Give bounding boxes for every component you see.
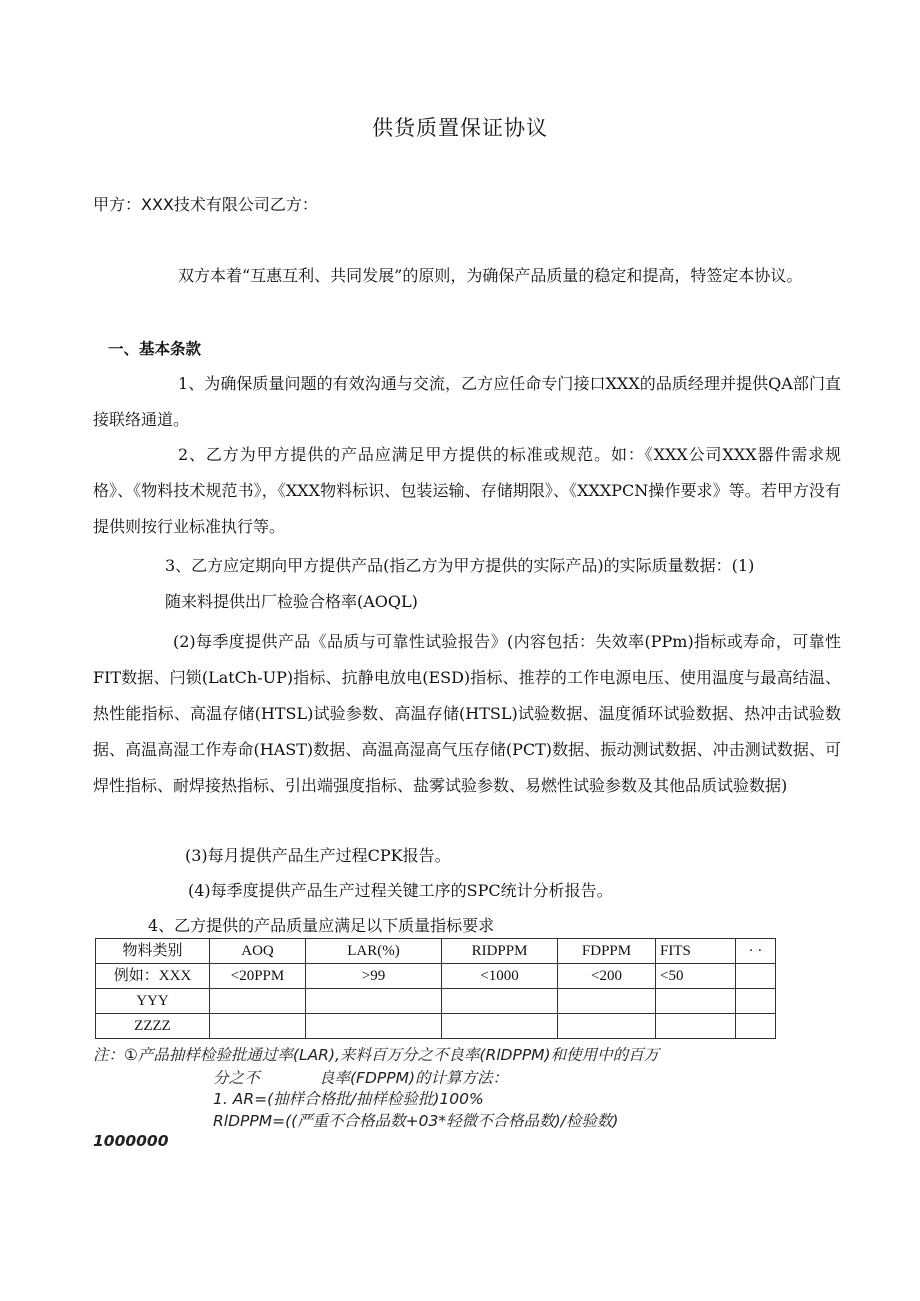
note-line-4: RlDPPM=((严重不合格品数+03*轻微不合格品数)/检验数) bbox=[213, 1112, 619, 1130]
note-line-2a: 分之不 bbox=[213, 1069, 260, 1087]
parties-line: 甲方：XXX技术有限公司乙方： bbox=[93, 195, 318, 214]
table-cell: >99 bbox=[306, 964, 442, 989]
header-cell: LAR(%) bbox=[306, 939, 442, 964]
table-row bbox=[96, 989, 776, 1014]
table-cell: 例如：XXX bbox=[96, 964, 210, 989]
header-cell: RIDPPM bbox=[442, 939, 558, 964]
table-cell bbox=[558, 1014, 656, 1039]
table-cell bbox=[736, 1014, 776, 1039]
table-header-row bbox=[96, 939, 776, 964]
table-cell bbox=[306, 989, 442, 1014]
clause-2: 2、乙方为甲方提供的产品应满足甲方提供的标准或规范。如：《XXX公司XXX器件需求规格》、《物料技术规范书》，《XXX物料标识、包装运输、存储期限》、《XXXPCN操作要求》等。若甲方没有提供则按行业标准执行等。 bbox=[93, 445, 841, 536]
table-cell bbox=[442, 989, 558, 1014]
clause-3-item-4: (4)每季度提供产品生产过程关键工序的SPC统计分析报告。 bbox=[188, 881, 613, 900]
clause-3-line-2: 随来料提供出厂检验合格率(AOQL) bbox=[165, 592, 418, 611]
header-cell: FITS bbox=[656, 939, 736, 964]
header-cell: · · bbox=[736, 939, 776, 964]
header-cell: AOQ bbox=[210, 939, 306, 964]
clause-1: 1、为确保质量问题的有效沟通与交流，乙方应任命专门接口XXX的品质经理并提供QA部门直接联络通道。 bbox=[93, 374, 841, 429]
table-cell bbox=[656, 1014, 736, 1039]
table-cell bbox=[558, 989, 656, 1014]
document-title: 供货质置保证协议 bbox=[372, 116, 548, 140]
table-row bbox=[96, 1014, 776, 1039]
header-cell: FDPPM bbox=[558, 939, 656, 964]
note-line-3: 1. AR=(抽样合格批/抽样检验批)100% bbox=[213, 1090, 484, 1108]
clause-3-line-1: 3、乙方应定期向甲方提供产品(指乙方为甲方提供的实际产品)的实际质量数据：(1) bbox=[165, 556, 755, 575]
table-cell bbox=[736, 989, 776, 1014]
table-cell: <20PPM bbox=[210, 964, 306, 989]
quality-metrics-table bbox=[95, 938, 776, 1039]
table-cell bbox=[736, 964, 776, 989]
table-cell bbox=[306, 1014, 442, 1039]
note-line-1: 注：①产品抽样检验批通过率(LAR),来料百万分之不良率(RlDPPM)和使用中的百万 bbox=[93, 1046, 660, 1064]
table-cell: <1000 bbox=[442, 964, 558, 989]
clause-4: 4、乙方提供的产品质量应满足以下质量指标要求 bbox=[148, 916, 495, 935]
header-cell: 物料类别 bbox=[96, 939, 210, 964]
note-line-5: 1000000 bbox=[93, 1132, 169, 1150]
table-cell: <200 bbox=[558, 964, 656, 989]
table-cell: YYY bbox=[96, 989, 210, 1014]
table-cell: <50 bbox=[656, 964, 736, 989]
clause-3-item-2: (2)每季度提供产品《品质与可靠性试验报告》(内容包括：失效率(PPm)指标或寿命，可靠性FIT数据、闩锁(LatCh-UP)指标、抗静电放电(ESD)指标、推荐的工作电源电压、使用温度与最高结温、热性能指标、高温存储(HTSL)试验参数、高温存储(HTSL)试验数据、温度循环试验数据、热冲击试验数据、高温高湿工作寿命(HAST)数据、高温高湿高气压存储(PCT)数据、振动测试数据、冲击测试数据、可焊性指标、耐焊接热指标、引出端强度指标、盐雾试验参数、易燃性试验参数及其他品质试验数据) bbox=[93, 632, 841, 795]
note-line-2b: 良率(FDPPM)的计算方法： bbox=[319, 1069, 509, 1087]
intro-paragraph: 双方本着“互惠互利、共同发展”的原则，为确保产品质量的稳定和提高，特签定本协议。 bbox=[178, 266, 803, 285]
table-cell bbox=[210, 1014, 306, 1039]
table-cell bbox=[656, 989, 736, 1014]
table-cell bbox=[210, 989, 306, 1014]
section-heading: 一、基本条款 bbox=[108, 340, 202, 358]
table-cell: ZZZZ bbox=[96, 1014, 210, 1039]
clause-3-item-3: (3)每月提供产品生产过程CPK报告。 bbox=[185, 846, 451, 865]
table-row bbox=[96, 964, 776, 989]
table-cell bbox=[442, 1014, 558, 1039]
